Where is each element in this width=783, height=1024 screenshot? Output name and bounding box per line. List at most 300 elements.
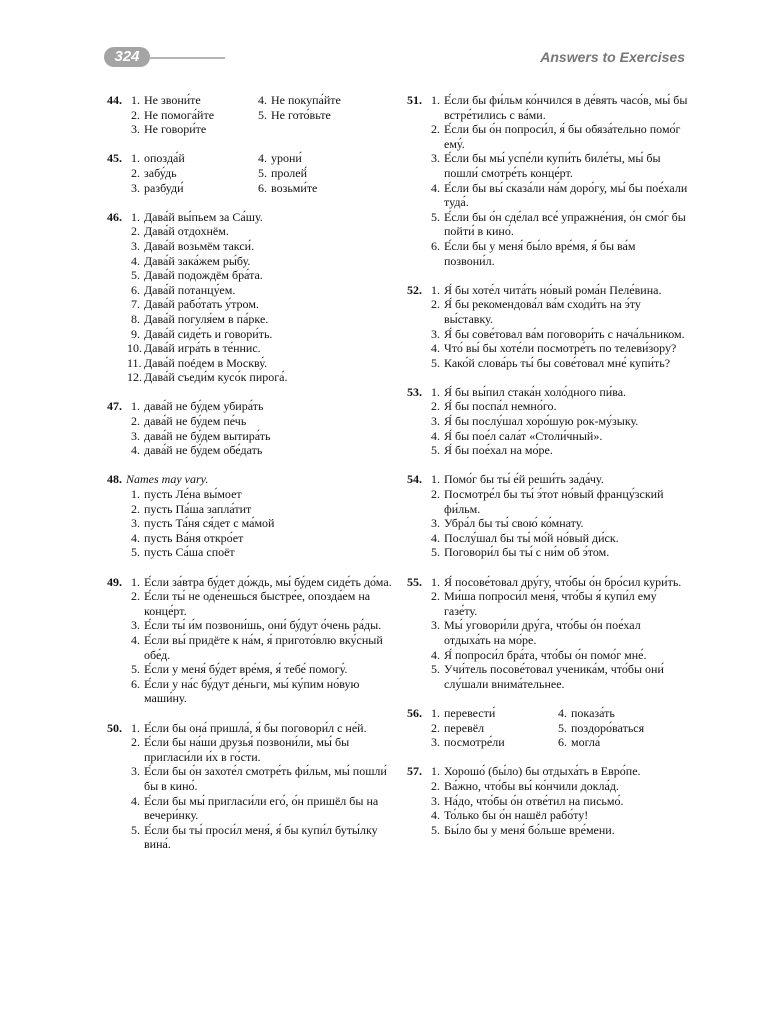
answer-item [427, 341, 688, 356]
answer-text: Послу́шал бы ты́ мо́й но́вый ди́ск. [444, 530, 619, 545]
answer-number: 2. [431, 778, 440, 793]
answer-item [127, 254, 398, 269]
answer-text: Я́ бы пое́хал на мо́ре. [444, 443, 553, 458]
answer-item [127, 151, 254, 166]
answer-text: Я́ бы поспа́л немно́го. [444, 399, 557, 414]
answer-item [127, 93, 254, 108]
answer-text: дава́й не бу́дем пе́чь [144, 414, 247, 429]
answer-number: 3. [131, 238, 140, 253]
answer-number: 1. [131, 209, 140, 224]
exercise-number: 53. [407, 384, 422, 399]
answer-number: 1. [431, 282, 440, 297]
answer-number: 4. [558, 705, 567, 720]
answer-number: 5. [431, 662, 440, 677]
exercise-number: 57. [407, 764, 422, 779]
answer-text: дава́й не бу́дем вытира́ть [144, 428, 271, 443]
page-number: 324 [104, 47, 150, 67]
exercise-block [398, 283, 688, 371]
answer-text: Я́ бы вы́пил стака́н холо́дного пи́ва. [444, 384, 627, 399]
exercise-block [398, 706, 688, 750]
answer-text: Я́ посове́товал дру́гу, что́бы о́н бро́сил кури́ть. [444, 574, 682, 589]
answer-item [127, 516, 398, 531]
answer-item [127, 575, 398, 590]
answer-item [127, 122, 254, 137]
answer-list [427, 472, 688, 560]
answer-text: Е́сли у на́с бу́дут де́ньги, мы́ ку́пим но́вую маши́ну. [144, 676, 360, 706]
answer-item [427, 429, 688, 444]
answer-item [127, 823, 398, 852]
answer-item [427, 297, 688, 326]
answer-item [127, 268, 398, 283]
exercise-number: 46. [107, 209, 122, 224]
answer-number: 5. [258, 107, 267, 122]
answer-item [427, 443, 688, 458]
answer-text: Учи́тель посове́товал ученика́м, что́бы они́ слу́шали внима́тельнее. [444, 662, 664, 691]
answer-text: Е́сли бы мы́ пригласи́ли его́, о́н пришёл бы на вечери́нку. [144, 793, 379, 823]
answer-text: Ми́ша попроси́л меня́, что́бы я́ купи́л ему́ газе́ту. [444, 589, 657, 618]
answer-list [427, 706, 688, 750]
answer-text: Дава́й потанцу́ем. [144, 282, 236, 297]
answer-number: 4. [431, 341, 440, 356]
answer-number: 7. [131, 297, 140, 312]
exercise-answers [127, 210, 398, 385]
answer-item [127, 356, 398, 371]
answer-text: Дава́й вы́пьем за Са́шу. [144, 209, 263, 224]
answer-item [427, 823, 688, 838]
answer-item [427, 735, 554, 750]
answer-item [254, 151, 398, 166]
answer-item [127, 224, 398, 239]
answer-number: 12. [127, 370, 142, 385]
right-column [398, 93, 688, 852]
answer-item [127, 764, 398, 793]
answer-text: Я́ бы сове́товал ва́м поговори́ть с нача́льником. [444, 326, 685, 341]
answer-number: 5. [558, 720, 567, 735]
answer-item [427, 399, 688, 414]
answer-number: 1. [431, 574, 440, 589]
answer-item [427, 283, 688, 298]
answer-item [427, 151, 688, 180]
answer-number: 9. [131, 326, 140, 341]
answer-text: пусть Та́ня ся́дет с ма́мой [144, 516, 275, 531]
answer-number: 10. [127, 341, 142, 356]
answer-number: 1. [131, 487, 140, 502]
answer-item [427, 472, 688, 487]
answer-number: 3. [431, 793, 440, 808]
answer-number: 2. [431, 297, 440, 312]
answer-item [427, 181, 688, 210]
answer-item [127, 166, 254, 181]
answer-number: 1. [131, 151, 140, 166]
answer-item [427, 93, 688, 122]
answer-item [127, 429, 398, 444]
answer-item [427, 122, 688, 151]
answer-item [427, 239, 688, 268]
answer-text: На́до, что́бы о́н отве́тил на письмо́. [444, 793, 624, 808]
exercise-block [398, 575, 688, 692]
answer-number: 5. [131, 822, 140, 837]
exercise-answers [127, 721, 398, 852]
answer-number: 2. [131, 501, 140, 516]
answer-item [427, 706, 554, 721]
answer-number: 3. [131, 428, 140, 443]
answer-number: 5. [431, 545, 440, 560]
answer-number: 1. [431, 93, 440, 107]
answer-text: пусть Ле́на вы́моет [144, 487, 242, 502]
answer-item [427, 575, 688, 590]
answer-list [127, 151, 398, 195]
exercise-answers [427, 575, 688, 692]
answer-text: Е́сли бы мы́ успе́ли купи́ть биле́ты, мы́ бы пошли́ смотре́ть конце́рт. [444, 151, 661, 180]
answer-text: Дава́й зака́жем ры́бу. [144, 253, 251, 268]
answer-number: 1. [431, 384, 440, 399]
exercise-number: 44. [107, 93, 122, 107]
answer-item [554, 721, 688, 736]
answer-text: Е́сли ты́ не оде́нешься быстре́е, опозда́ем на конце́рт. [144, 589, 371, 618]
exercise-number: 52. [407, 282, 422, 297]
answer-text: Е́сли у меня́ бу́дет вре́мя, я́ тебе́ помогу́. [144, 662, 348, 677]
answer-item [427, 721, 554, 736]
answer-number: 1. [431, 705, 440, 720]
answer-item [127, 341, 398, 356]
answer-text: Е́сли за́втра бу́дет до́ждь, мы́ бу́дем сиде́ть до́ма. [144, 574, 392, 589]
exercise-number: 50. [107, 720, 122, 735]
answer-number: 3. [131, 180, 140, 195]
exercise-block [398, 93, 688, 268]
answer-item [127, 181, 254, 196]
answer-text: Е́сли бы ты́ проси́л меня́, я́ бы купи́л буты́лку вина́. [144, 822, 378, 852]
answer-text: поздоро́ваться [571, 720, 645, 735]
exercise-number: 45. [107, 151, 122, 166]
answer-text: Не гото́вьте [271, 107, 331, 122]
answer-number: 2. [131, 589, 140, 604]
exercise-answers [427, 472, 688, 560]
answer-number: 5. [131, 268, 140, 283]
answer-item [127, 297, 398, 312]
answer-item [427, 385, 688, 400]
answer-text: Я́ бы послу́шал хоро́шую рок-му́зыку. [444, 414, 639, 429]
answer-number: 1. [131, 720, 140, 735]
answer-text: пусть Ва́ня откро́ет [144, 530, 244, 545]
answer-number: 2. [431, 487, 440, 502]
answer-item [127, 618, 398, 633]
answer-item [127, 108, 254, 123]
exercise-number: 51. [407, 93, 422, 107]
header-rule [150, 57, 225, 59]
answer-item [427, 327, 688, 342]
answer-item [127, 283, 398, 298]
exercise-number: 55. [407, 574, 422, 589]
answer-text: Я́ бы рекомендова́л ва́м сходи́ть на э́ту вы́ставку. [444, 297, 641, 326]
answer-number: 2. [431, 399, 440, 414]
exercise-block [98, 721, 398, 852]
answer-number: 4. [431, 428, 440, 443]
answer-item [427, 210, 688, 239]
answer-text: Посмотре́л бы ты́ э́тот но́вый францу́зский фи́льм. [444, 487, 664, 516]
exercise-number: 56. [407, 705, 422, 720]
answer-number: 4. [431, 530, 440, 545]
answer-text: перевести́ [444, 705, 496, 720]
answer-item [127, 399, 398, 414]
answer-number: 11. [127, 355, 142, 370]
answer-number: 4. [131, 443, 140, 458]
answer-item [427, 779, 688, 794]
answer-number: 3. [131, 618, 140, 633]
exercise-block [98, 575, 398, 706]
answer-text: Убра́л бы ты́ свою́ ко́мнату. [444, 516, 584, 531]
answer-number: 1. [431, 764, 440, 779]
exercise-note: Names may vary. [126, 472, 209, 487]
running-head: Answers to Exercises [540, 49, 685, 65]
answer-number: 4. [131, 793, 140, 808]
answer-item [427, 794, 688, 809]
answer-item [127, 545, 398, 560]
answer-text: Е́сли ты́ и́м позвони́шь, они́ бу́дут о́чень ра́ды. [144, 618, 382, 633]
exercise-number: 49. [107, 574, 122, 589]
answer-text: Е́сли бы фи́льм ко́нчился в де́вять часо́в, мы́ бы встре́тились с ва́ми. [444, 93, 688, 122]
answer-item [427, 545, 688, 560]
answer-text: забу́дь [144, 165, 177, 180]
answer-number: 5. [431, 209, 440, 224]
answer-number: 2. [131, 107, 140, 122]
answer-item [254, 181, 398, 196]
answer-item [427, 487, 688, 516]
answer-item [427, 516, 688, 531]
exercise-block [98, 472, 398, 560]
exercise-block [98, 93, 398, 137]
answer-text: Е́сли бы она́ пришла́, я́ бы поговори́л с не́й. [144, 720, 367, 735]
exercise-answers [427, 764, 688, 837]
answer-item [127, 633, 398, 662]
answer-text: опозда́й [144, 151, 185, 166]
answer-text: Е́сли вы́ придёте к на́м, я́ пригото́влю вку́сный обе́д. [144, 632, 383, 662]
answer-number: 4. [431, 647, 440, 662]
exercise-answers [427, 385, 688, 458]
answer-text: Дава́й отдохнём. [144, 224, 229, 239]
answer-number: 5. [131, 545, 140, 560]
answer-number: 5. [131, 662, 140, 677]
answer-text: Я́ бы пое́л сала́т «Столи́чный». [444, 428, 603, 443]
answer-item [254, 93, 398, 108]
exercise-number: 47. [107, 399, 122, 414]
answer-item [127, 414, 398, 429]
answer-text: Дава́й подождём бра́та. [144, 268, 263, 283]
answer-number: 6. [131, 282, 140, 297]
answer-text: Хорошо́ (бы́ло) бы отдыха́ть в Евро́пе. [444, 764, 641, 779]
answer-number: 3. [131, 122, 140, 137]
answer-text: разбуди́ [144, 180, 184, 195]
answer-number: 4. [431, 180, 440, 195]
answer-text: Поговори́л бы ты́ с ни́м об э́том. [444, 545, 610, 560]
answer-text: Не звони́те [144, 93, 201, 107]
answer-text: Е́сли бы о́н попроси́л, я́ бы обяза́тельно помо́г ему́. [444, 122, 681, 151]
answer-number: 2. [431, 122, 440, 137]
answer-text: Е́сли бы о́н захоте́л смотре́ть фи́льм, мы́ пошли́ бы в кино́. [144, 764, 387, 793]
answer-item [254, 166, 398, 181]
answer-text: Дава́й сиде́ть и говори́ть. [144, 326, 273, 341]
answer-text: Я́ попроси́л бра́та, что́бы о́н помо́г мне́. [444, 647, 647, 662]
answer-text: Я́ бы хоте́л чита́ть но́вый рома́н Пеле́вина. [444, 282, 662, 297]
answer-list [127, 487, 398, 560]
answer-text: посмотре́ли [444, 735, 505, 750]
exercise-number: 54. [407, 472, 422, 487]
exercise-block [398, 764, 688, 837]
answer-list [427, 385, 688, 458]
answer-text: Дава́й игра́ть в те́ннис. [144, 341, 261, 356]
answer-number: 3. [431, 516, 440, 531]
answer-text: Е́сли бы на́ши друзья́ позвони́ли, мы́ бы пригласи́ли и́х в го́сти. [144, 735, 350, 764]
answer-text: Е́сли бы у меня́ бы́ло вре́мя, я́ бы ва́м позвони́л. [444, 238, 636, 268]
left-column [98, 93, 398, 866]
exercise-block [98, 399, 398, 457]
answer-item [127, 662, 398, 677]
answer-text: Не помога́йте [144, 107, 215, 122]
answer-text: могла́ [571, 735, 601, 750]
answer-item [427, 531, 688, 546]
answer-text: показа́ть [571, 705, 615, 720]
answer-list [127, 575, 398, 706]
answer-item [127, 589, 398, 618]
exercise-answers [427, 706, 688, 750]
exercise-answers [427, 283, 688, 371]
answer-text: То́лько бы о́н нашёл рабо́ту! [444, 808, 589, 823]
exercise-number: 48. [107, 472, 122, 487]
answer-text: Бы́ло бы у меня́ бо́льше вре́мени. [444, 822, 615, 837]
exercise-answers [127, 399, 398, 457]
answer-text: Не говори́те [144, 122, 207, 137]
answer-item [427, 589, 688, 618]
answer-item [427, 618, 688, 647]
answer-item [127, 312, 398, 327]
exercise-answers [127, 472, 398, 560]
answer-list [127, 93, 398, 137]
answer-number: 6. [431, 238, 440, 253]
answer-list [427, 575, 688, 692]
answer-number: 1. [431, 472, 440, 487]
answer-number: 1. [131, 574, 140, 589]
answer-number: 4. [131, 530, 140, 545]
answer-number: 4. [258, 151, 267, 166]
answer-number: 5. [258, 165, 267, 180]
answer-text: Дава́й погуля́ем в па́рке. [144, 311, 269, 326]
answer-number: 3. [431, 618, 440, 633]
answer-number: 2. [131, 414, 140, 429]
answer-list [127, 399, 398, 457]
answer-item [427, 356, 688, 371]
answer-number: 5. [431, 443, 440, 458]
exercise-answers [127, 575, 398, 706]
answer-item [127, 370, 398, 385]
answer-number: 4. [131, 253, 140, 268]
answer-number: 3. [131, 764, 140, 779]
answer-item [427, 764, 688, 779]
answer-number: 2. [131, 165, 140, 180]
answer-number: 4. [431, 808, 440, 823]
answer-list [127, 721, 398, 852]
answer-item [127, 735, 398, 764]
page-header [0, 0, 783, 80]
answer-item [127, 721, 398, 736]
answer-text: Дава́й рабо́тать у́тром. [144, 297, 259, 312]
answer-item [554, 706, 688, 721]
answer-number: 3. [431, 151, 440, 166]
answer-text: пролей́ [271, 165, 307, 180]
answer-number: 4. [131, 632, 140, 647]
answer-number: 6. [258, 180, 267, 195]
answer-number: 3. [131, 516, 140, 531]
answer-text: Дава́й возьмём такси́. [144, 238, 255, 253]
answer-number: 3. [431, 326, 440, 341]
answer-text: Е́сли бы вы́ сказа́ли на́м доро́гу, мы́ бы пое́хали туда́. [444, 180, 688, 210]
answer-list [427, 283, 688, 371]
exercise-block [98, 151, 398, 195]
answer-item [254, 108, 398, 123]
answer-text: возьми́те [271, 180, 318, 195]
answer-list [127, 210, 398, 385]
answer-text: Како́й слова́рь ты́ бы сове́товал мне́ купи́ть? [444, 355, 671, 370]
answer-number: 2. [131, 224, 140, 239]
answer-number: 8. [131, 311, 140, 326]
exercise-block [398, 385, 688, 458]
answer-list [427, 764, 688, 837]
answer-number: 3. [431, 735, 440, 750]
answer-number: 5. [431, 822, 440, 837]
answer-text: Что́ вы́ бы хоте́ли посмотре́ть по телеви́зору? [444, 341, 677, 356]
answer-number: 3. [431, 414, 440, 429]
answer-number: 2. [131, 735, 140, 750]
answer-text: Дава́й поéдем в Москву́. [144, 355, 268, 370]
answer-item [427, 808, 688, 823]
answer-text: пусть Па́ша запла́тит [144, 501, 252, 516]
answer-number: 6. [131, 676, 140, 691]
answer-item [127, 239, 398, 254]
exercise-answers [127, 93, 398, 137]
exercise-answers [427, 93, 688, 268]
exercise-answers [127, 151, 398, 195]
answer-text: дава́й не бу́дем убира́ть [144, 399, 264, 414]
answer-number: 4. [258, 93, 267, 107]
answer-text: пусть Са́ша споёт [144, 545, 235, 560]
answer-item [127, 443, 398, 458]
exercise-block [98, 210, 398, 385]
answer-number: 6. [558, 735, 567, 750]
answer-text: дава́й не бу́дем обе́дать [144, 443, 263, 458]
answer-item [427, 414, 688, 429]
answer-item [427, 648, 688, 663]
answer-number: 1. [131, 93, 140, 107]
answer-text: Ва́жно, что́бы вы́ ко́нчили докла́д. [444, 778, 619, 793]
answer-number: 2. [431, 589, 440, 604]
answer-text: перевёл [444, 720, 485, 735]
answer-text: Дава́й съеди́м кусо́к пирога́. [144, 370, 288, 385]
exercise-block [398, 472, 688, 560]
answer-text: Мы́ уговори́ли дру́га, что́бы о́н пое́хал отдыха́ть на мо́ре. [444, 618, 641, 647]
answer-text: Е́сли бы о́н сде́лал все́ упражне́ния, о́н смо́г бы пойти́ в кино́. [444, 209, 686, 239]
answer-item [127, 327, 398, 342]
answer-item [127, 794, 398, 823]
answer-item [127, 487, 398, 502]
answer-item [127, 502, 398, 517]
answer-item [427, 662, 688, 691]
answer-text: Помо́г бы ты́ е́й реши́ть зада́чу. [444, 472, 604, 487]
answer-text: Не покупа́йте [271, 93, 341, 107]
answer-number: 5. [431, 355, 440, 370]
answer-item [554, 735, 688, 750]
answer-item [127, 210, 398, 225]
answer-number: 1. [131, 399, 140, 414]
answer-item [127, 531, 398, 546]
answer-list [427, 93, 688, 268]
